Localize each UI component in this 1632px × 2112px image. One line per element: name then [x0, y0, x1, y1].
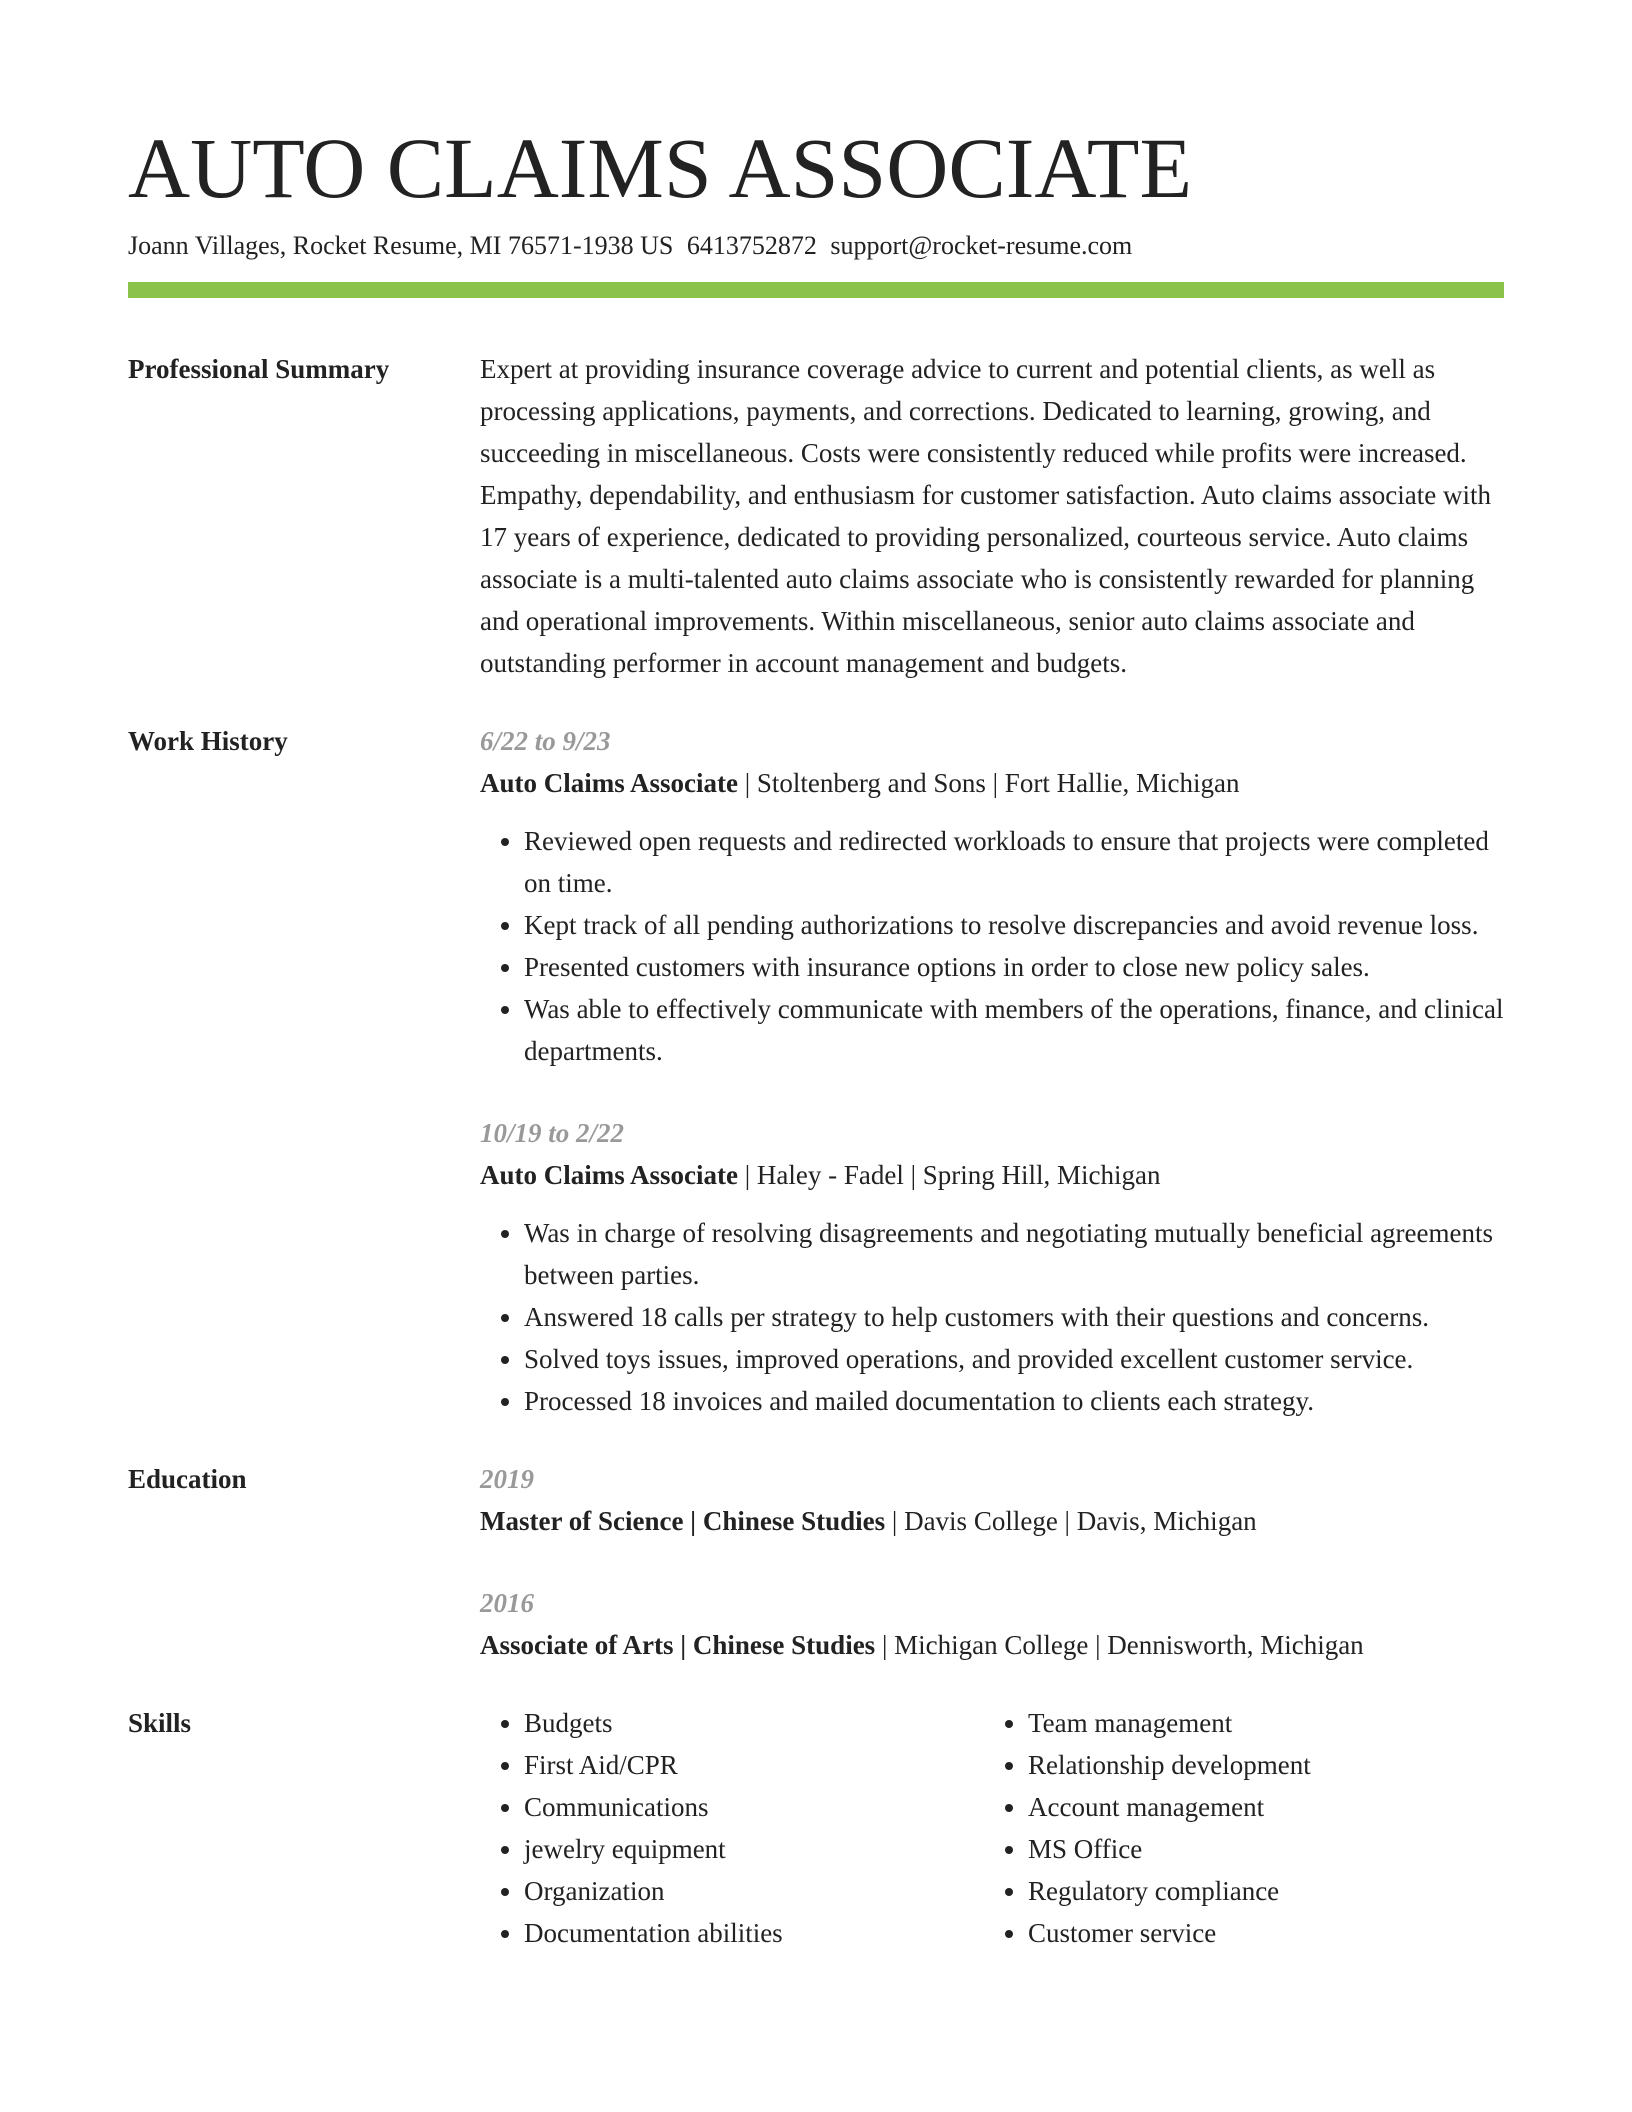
education-school: | Michigan College | Dennisworth, Michigan: [875, 1630, 1364, 1660]
job-bullet: • Processed 18 invoices and mailed documentation to clients each strategy.: [524, 1380, 1504, 1422]
education-year: 2016: [480, 1588, 534, 1618]
summary-section: [128, 348, 1504, 684]
job-title: Auto Claims Associate: [480, 768, 738, 798]
job-bullet: • Reviewed open requests and redirected workloads to ensure that projects were completed on time.: [524, 820, 1504, 904]
job-dates: 10/19 to 2/22: [480, 1118, 625, 1148]
education-entry: [480, 1582, 1504, 1666]
resume-page: [128, 118, 1504, 1954]
skill-item: • Team management: [1028, 1702, 1488, 1744]
section-title-education: Education: [128, 1464, 247, 1494]
job-entry: [480, 1112, 1504, 1422]
job-bullet: • Kept track of all pending authorizations to resolve discrepancies and avoid revenue loss.: [524, 904, 1504, 946]
job-title: Auto Claims Associate: [480, 1160, 738, 1190]
job-bullets: [480, 820, 1504, 1072]
job-bullet: • Was in charge of resolving disagreements and negotiating mutually beneficial agreements between parties.: [524, 1212, 1504, 1296]
section-title-skills: Skills: [128, 1708, 192, 1738]
skill-item: • Account management: [1028, 1786, 1488, 1828]
skill-item: • MS Office: [1028, 1828, 1488, 1870]
skill-item: • Regulatory compliance: [1028, 1870, 1488, 1912]
skills-section: [128, 1702, 1504, 1954]
education-year: 2019: [480, 1464, 534, 1494]
education-line: [480, 1500, 1504, 1542]
job-entry: [480, 720, 1504, 1072]
skills-list-right: [984, 1702, 1488, 1954]
section-title-work: Work History: [128, 726, 288, 756]
contact-email: support@rocket-resume.com: [830, 231, 1133, 260]
job-employer: | Stoltenberg and Sons | Fort Hallie, Michigan: [738, 768, 1240, 798]
job-bullet: • Solved toys issues, improved operations, and provided excellent customer service.: [524, 1338, 1504, 1380]
skills-body: [480, 1702, 1504, 1954]
skill-item: • Communications: [524, 1786, 984, 1828]
section-title-summary: Professional Summary: [128, 354, 390, 384]
work-history-section: [128, 720, 1504, 1422]
summary-text: Expert at providing insurance coverage advice to current and potential clients, as well as processing applications, payments, and corrections. Dedicated to learning, growing, and succeeding in miscellaneous. Costs were consistently reduced while profits were increased. Empathy, dependability, and enthusiasm for customer satisfaction. Auto claims associate with 17 years of experience, dedicated to providing personalized, courteous service. Auto claims associate is a multi-talented auto claims associate who is consistently rewarded for planning and operational improvements. Within miscellaneous, senior auto claims associate and outstanding performer in account management and budgets.: [480, 354, 1492, 678]
resume-title: AUTO CLAIMS ASSOCIATE: [128, 120, 1192, 216]
education-school: | Davis College | Davis, Michigan: [885, 1506, 1257, 1536]
education-line: [480, 1624, 1504, 1666]
education-degree: Associate of Arts | Chinese Studies: [480, 1630, 876, 1660]
contact-line: [128, 228, 1504, 264]
job-role-line: [480, 762, 1504, 804]
summary-body: [480, 348, 1504, 684]
education-degree: Master of Science | Chinese Studies: [480, 1506, 886, 1536]
contact-phone: 6413752872: [686, 231, 817, 260]
job-bullet: • Presented customers with insurance options in order to close new policy sales.: [524, 946, 1504, 988]
skill-item: • Organization: [524, 1870, 984, 1912]
skill-item: • jewelry equipment: [524, 1828, 984, 1870]
work-history-body: [480, 720, 1504, 1422]
job-employer: | Haley - Fadel | Spring Hill, Michigan: [738, 1160, 1161, 1190]
education-entry: [480, 1458, 1504, 1542]
job-bullet: • Was able to effectively communicate with members of the operations, finance, and clinical departments.: [524, 988, 1504, 1072]
job-role-line: [480, 1154, 1504, 1196]
skill-item: • Budgets: [524, 1702, 984, 1744]
accent-divider: [128, 282, 1504, 298]
job-bullet: • Answered 18 calls per strategy to help customers with their questions and concerns.: [524, 1296, 1504, 1338]
education-section: [128, 1458, 1504, 1666]
skill-item: • First Aid/CPR: [524, 1744, 984, 1786]
skills-list-left: [480, 1702, 984, 1954]
skill-item: • Relationship development: [1028, 1744, 1488, 1786]
job-bullets: [480, 1212, 1504, 1422]
contact-address: Joann Villages, Rocket Resume, MI 76571-1938 US: [128, 231, 674, 260]
education-body: [480, 1458, 1504, 1666]
job-dates: 6/22 to 9/23: [480, 726, 611, 756]
skill-item: • Documentation abilities: [524, 1912, 984, 1954]
skill-item: • Customer service: [1028, 1912, 1488, 1954]
